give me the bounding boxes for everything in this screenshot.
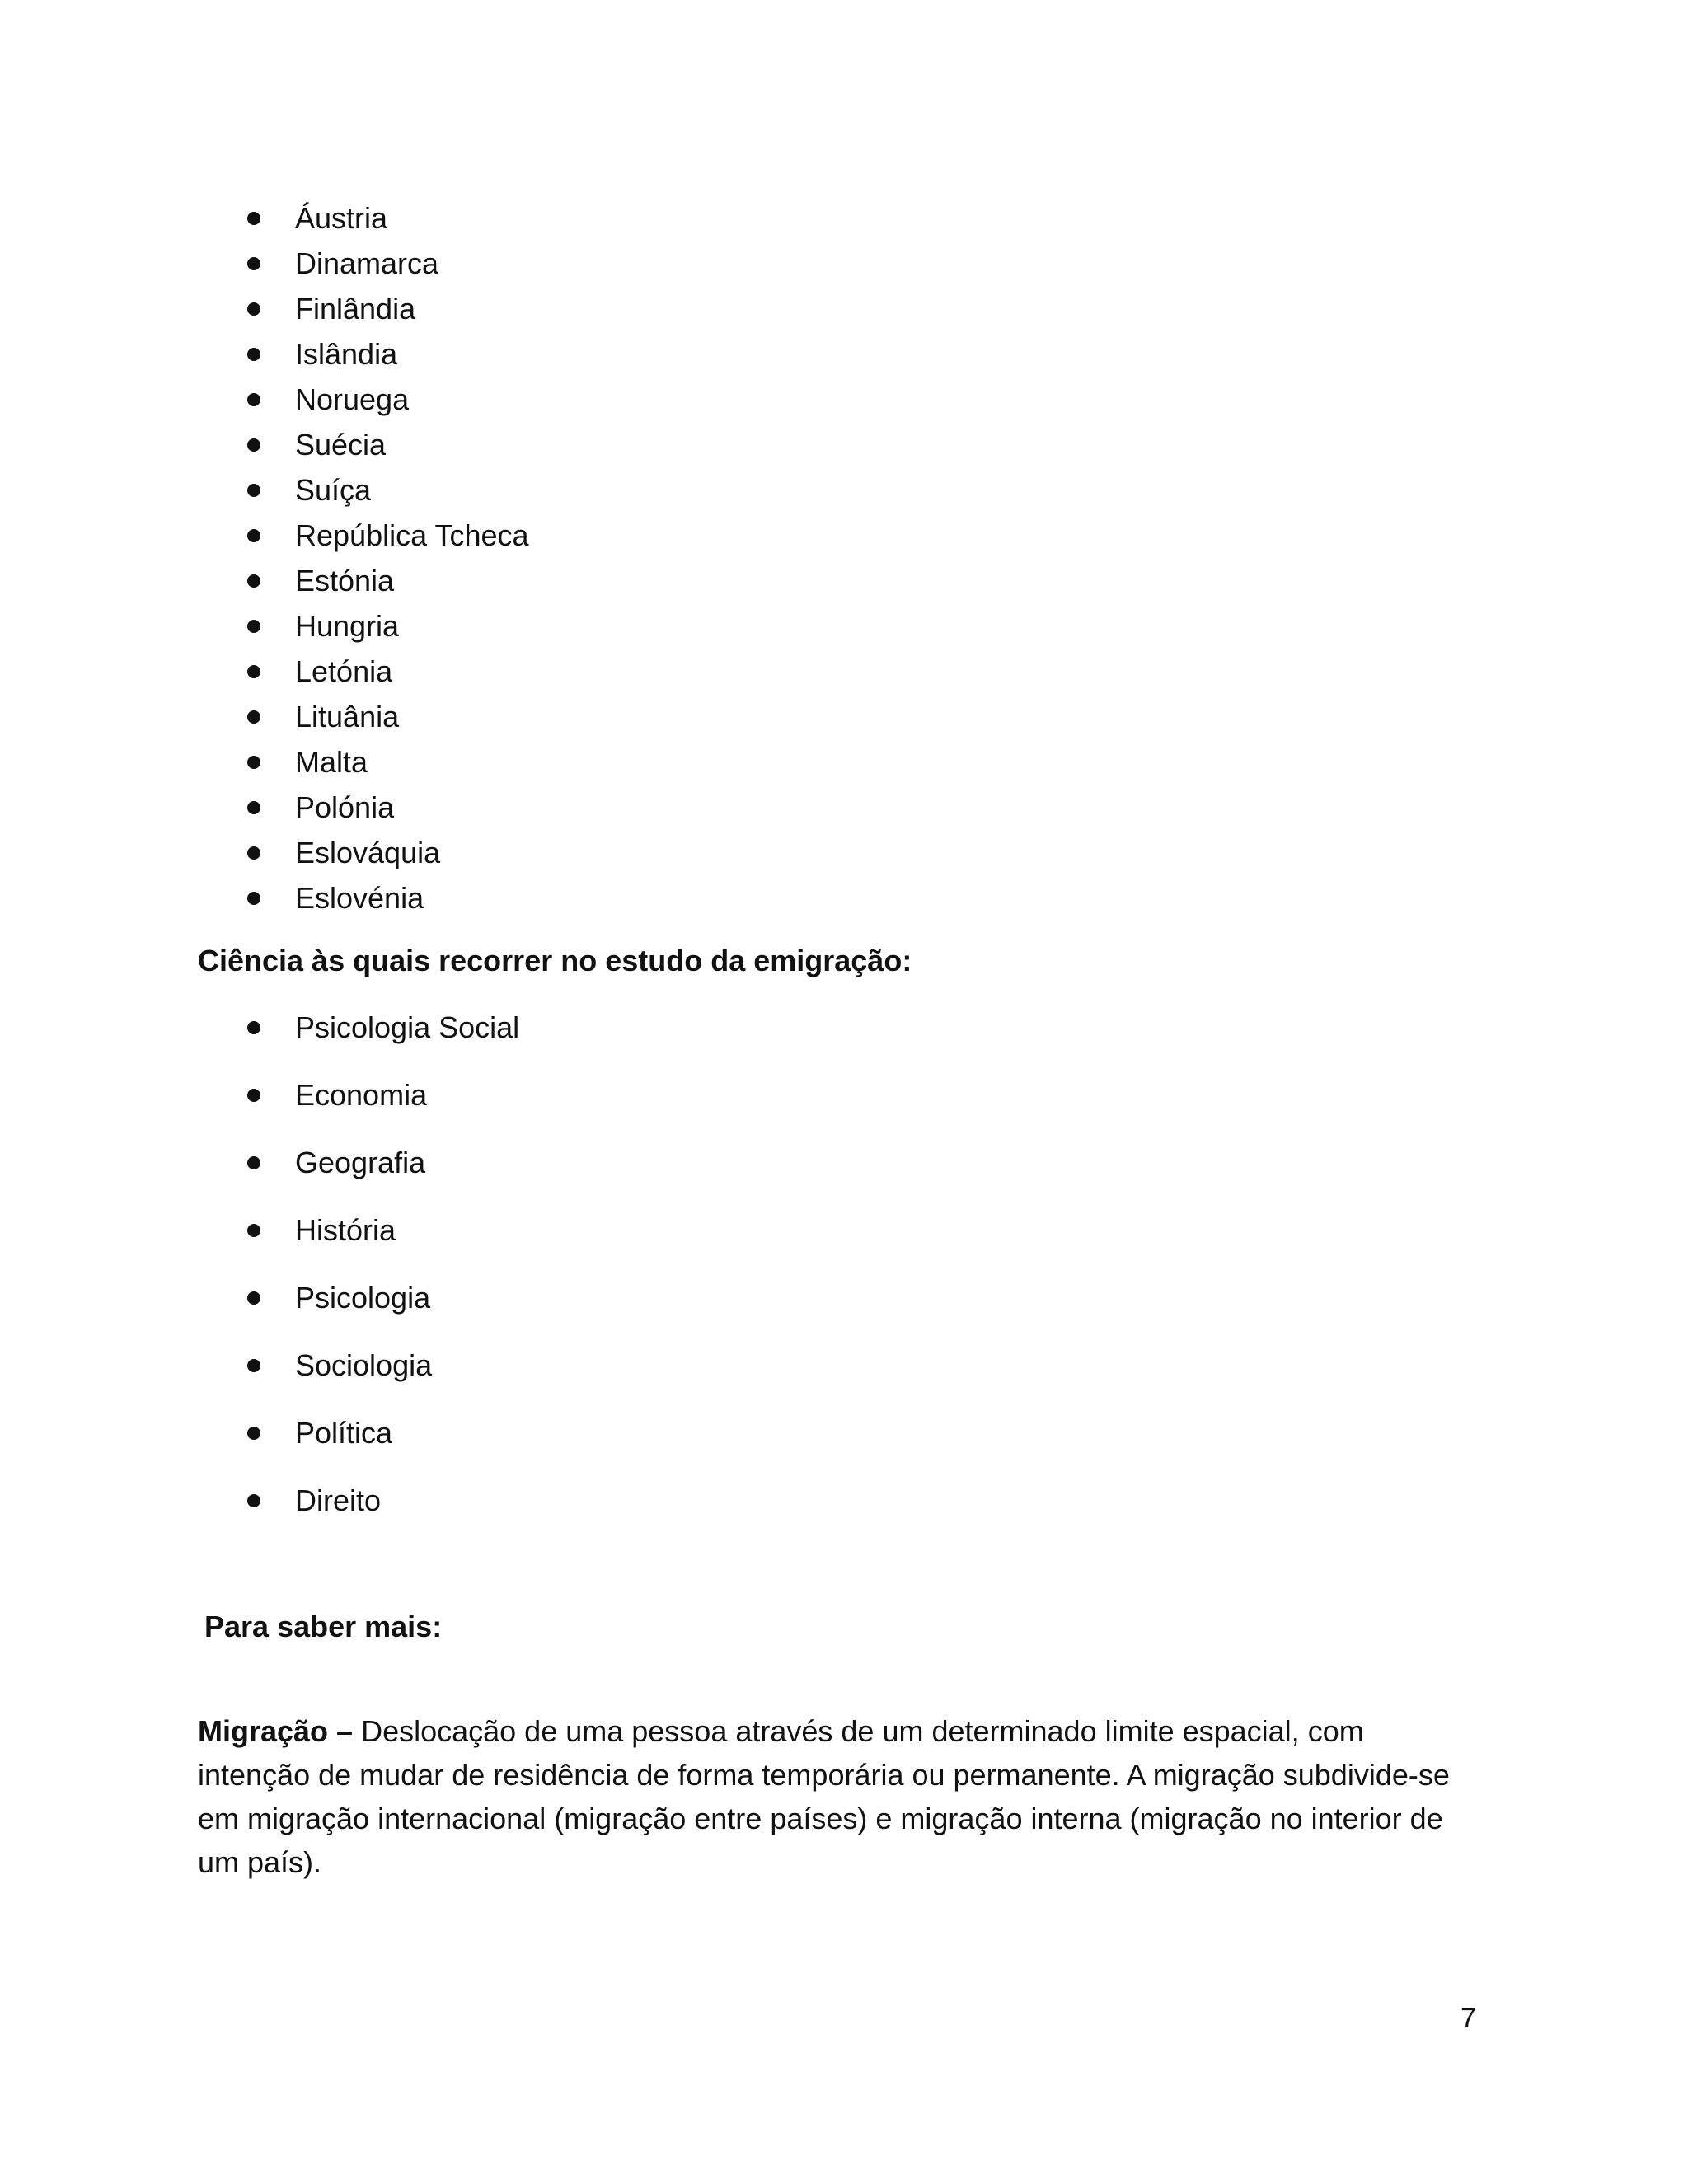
definition-term: Migração – [198,1714,354,1748]
list-item: Geografia [198,1148,519,1178]
definition-text: Deslocação de uma pessoa através de um determinado limite espacial, com intenção de mudar de residência de forma temporária ou permanente. A migração subdivide-se em migração internacional (migração entre países) e migração interna (migração no interior de um país). [198,1714,1450,1879]
list-item: Estónia [198,566,529,596]
list-item: Dinamarca [198,249,529,279]
list-item: Finlândia [198,294,529,324]
list-item: República Tcheca [198,521,529,551]
list-item: Suécia [198,430,529,460]
list-item: Direito [198,1486,519,1516]
list-item: Eslovénia [198,883,529,913]
migration-definition [198,1709,1484,1884]
list-item: Psicologia [198,1283,519,1313]
page-number: 7 [1461,2003,1476,2034]
list-item: Hungria [198,612,529,641]
list-item: Suíça [198,476,529,505]
list-item: História [198,1216,519,1245]
list-item: Sociologia [198,1351,519,1380]
sciences-list [198,1010,520,1554]
list-item: Economia [198,1080,519,1110]
list-item: Noruega [198,385,529,415]
list-item: Psicologia Social [198,1013,519,1043]
more-info-heading: Para saber mais: [204,1610,443,1643]
list-item: Islândia [198,340,529,369]
list-item: Política [198,1418,519,1448]
list-item: Áustria [198,204,529,233]
countries-list [198,201,529,929]
list-item: Eslováquia [198,838,529,868]
list-item: Lituânia [198,702,529,732]
list-item: Malta [198,748,529,777]
list-item: Letónia [198,657,529,687]
list-item: Polónia [198,793,529,823]
sciences-heading: Ciência às quais recorrer no estudo da emigração: [198,944,912,977]
